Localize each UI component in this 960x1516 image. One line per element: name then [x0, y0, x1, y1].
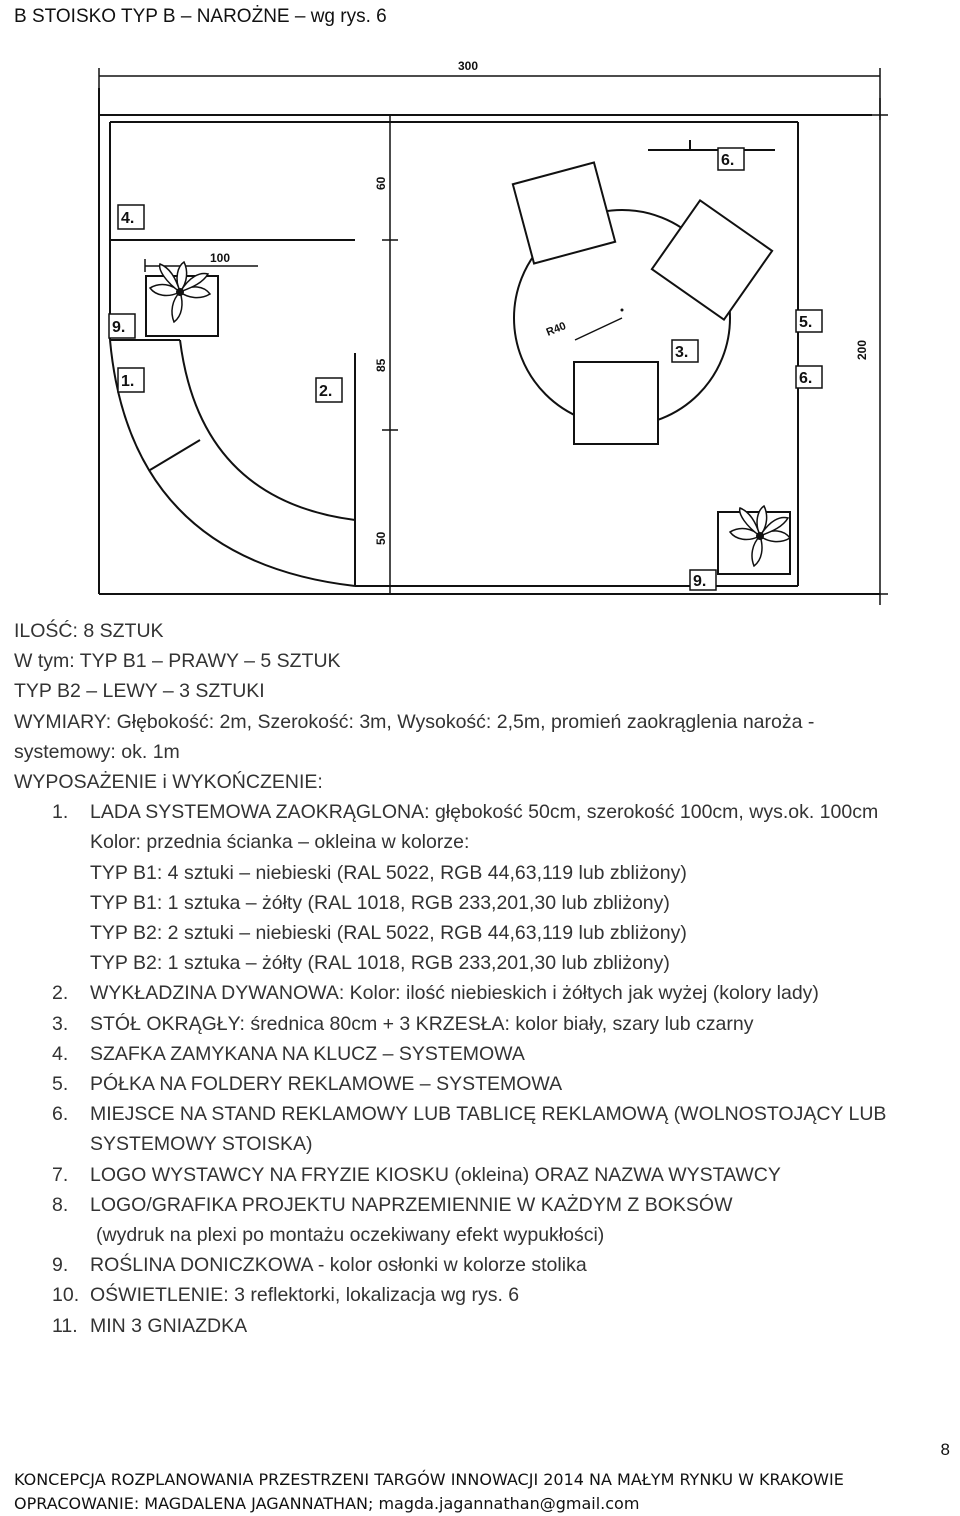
list-item: [52, 1069, 934, 1099]
item-number: 1.: [52, 801, 69, 824]
item-text: PÓŁKA NA FOLDERY REKLAMOWE – SYSTEMOWA: [90, 1073, 563, 1096]
footer: [14, 1468, 844, 1516]
radius-label: R40: [544, 320, 568, 339]
marker-1: 1.: [121, 373, 135, 390]
item-text: ROŚLINA DONICZKOWA - kolor osłonki w kolorze stolika: [90, 1254, 587, 1277]
footer-line-2: OPRACOWANIE: MAGDALENA JAGANNATHAN; magda.jagannathan@gmail.com: [14, 1494, 640, 1513]
item1-color: TYP B1: 4 sztuki – niebieski (RAL 5022, RGB 44,63,119 lub zbliżony): [90, 861, 687, 884]
item1-color: TYP B2: 2 sztuki – niebieski (RAL 5022, RGB 44,63,119 lub zbliżony): [90, 922, 687, 945]
dim-100: 100: [210, 251, 231, 265]
item-number: 9.: [52, 1254, 69, 1277]
item-number: 7.: [52, 1163, 69, 1186]
item-text: OŚWIETLENIE: 3 reflektorki, lokalizacja wg rys. 6: [90, 1284, 520, 1307]
type-b2: TYP B2 – LEWY – 3 SZTUKI: [14, 680, 265, 703]
list-item: [52, 797, 934, 978]
page-title: B STOISKO TYP B – NAROŻNE – wg rys. 6: [14, 6, 387, 27]
list-item: [52, 1280, 934, 1310]
item-number: 10.: [52, 1284, 80, 1307]
specification: [14, 616, 934, 1341]
marker-5: 5.: [799, 314, 813, 331]
item-text: MIN 3 GNIAZDKA: [90, 1314, 248, 1337]
item-number: 6.: [52, 1103, 69, 1126]
type-b1: W tym: TYP B1 – PRAWY – 5 SZTUK: [14, 650, 341, 673]
item8-continuation: (wydruk na plexi po montażu oczekiwany efekt wypukłości): [96, 1224, 605, 1247]
item-number: 2.: [52, 982, 69, 1005]
dim-60: 60: [374, 176, 388, 190]
marker-3: 3.: [675, 344, 689, 361]
item-text: WYKŁADZINA DYWANOWA: Kolor: ilość niebieskich i żółtych jak wyżej (kolory lady): [90, 982, 819, 1005]
dimensions-line-2: systemowy: ok. 1m: [14, 740, 180, 763]
list-item: [52, 1311, 934, 1341]
quantity: ILOŚĆ: 8 SZTUK: [14, 620, 164, 642]
item-number: 8.: [52, 1193, 69, 1216]
equipment-heading: WYPOSAŻENIE i WYKOŃCZENIE:: [14, 771, 323, 794]
marker-9b: 9.: [693, 573, 707, 590]
list-item: [52, 978, 934, 1008]
item-number: 4.: [52, 1042, 69, 1065]
equipment-list: [14, 797, 934, 1341]
list-item: [52, 1009, 934, 1039]
item1-color: TYP B1: 1 sztuka – żółty (RAL 1018, RGB 233,201,30 lub zbliżony): [90, 891, 670, 914]
item-number: 11.: [52, 1314, 78, 1337]
item-text: STÓŁ OKRĄGŁY: średnica 80cm + 3 KRZESŁA: kolor biały, szary lub czarny: [90, 1012, 754, 1035]
item-text: MIEJSCE NA STAND REKLAMOWY LUB TABLICĘ REKLAMOWĄ (WOLNOSTOJĄCY LUB: [90, 1103, 887, 1126]
dim-width: 300: [458, 59, 479, 73]
marker-6a: 6.: [721, 152, 735, 169]
marker-2: 2.: [319, 383, 333, 400]
dim-depth: 200: [855, 339, 869, 360]
list-item: [52, 1190, 934, 1250]
item1-color-label: Kolor: przednia ścianka – okleina w kolorze:: [90, 831, 470, 854]
item-text: LOGO WYSTAWCY NA FRYZIE KIOSKU (okleina) ORAZ NAZWA WYSTAWCY: [90, 1163, 781, 1186]
list-item: [52, 1099, 934, 1159]
item-text: SZAFKA ZAMYKANA NA KLUCZ – SYSTEMOWA: [90, 1042, 525, 1065]
marker-9a: 9.: [112, 319, 126, 336]
page-number: 8: [940, 1440, 950, 1459]
dimensions-line-1: WYMIARY: Głębokość: 2m, Szerokość: 3m, Wysokość: 2,5m, promień zaokrąglenia naroża -: [14, 710, 815, 733]
floor-plan-drawing: [0, 0, 960, 610]
item-text: LADA SYSTEMOWA ZAOKRĄGLONA: głębokość 50cm, szerokość 100cm, wys.ok. 100cm: [90, 801, 879, 824]
dim-50: 50: [374, 531, 388, 545]
item-number: 3.: [52, 1012, 69, 1035]
marker-6b: 6.: [799, 370, 813, 387]
list-item: [52, 1039, 934, 1069]
item-text: LOGO/GRAFIKA PROJEKTU NAPRZEMIENNIE W KAŻDYM Z BOKSÓW: [90, 1193, 733, 1216]
item-number: 5.: [52, 1073, 69, 1096]
footer-line-1: KONCEPCJA ROZPLANOWANIA PRZESTRZENI TARGÓW INNOWACJI 2014 NA MAŁYM RYNKU W KRAKOWIE: [14, 1470, 844, 1489]
item6-continuation: SYSTEMOWY STOISKA): [90, 1133, 313, 1156]
list-item: [52, 1250, 934, 1280]
dim-85: 85: [374, 358, 388, 372]
item1-color: TYP B2: 1 sztuka – żółty (RAL 1018, RGB 233,201,30 lub zbliżony): [90, 952, 670, 975]
list-item: [52, 1160, 934, 1190]
marker-4: 4.: [121, 210, 135, 227]
